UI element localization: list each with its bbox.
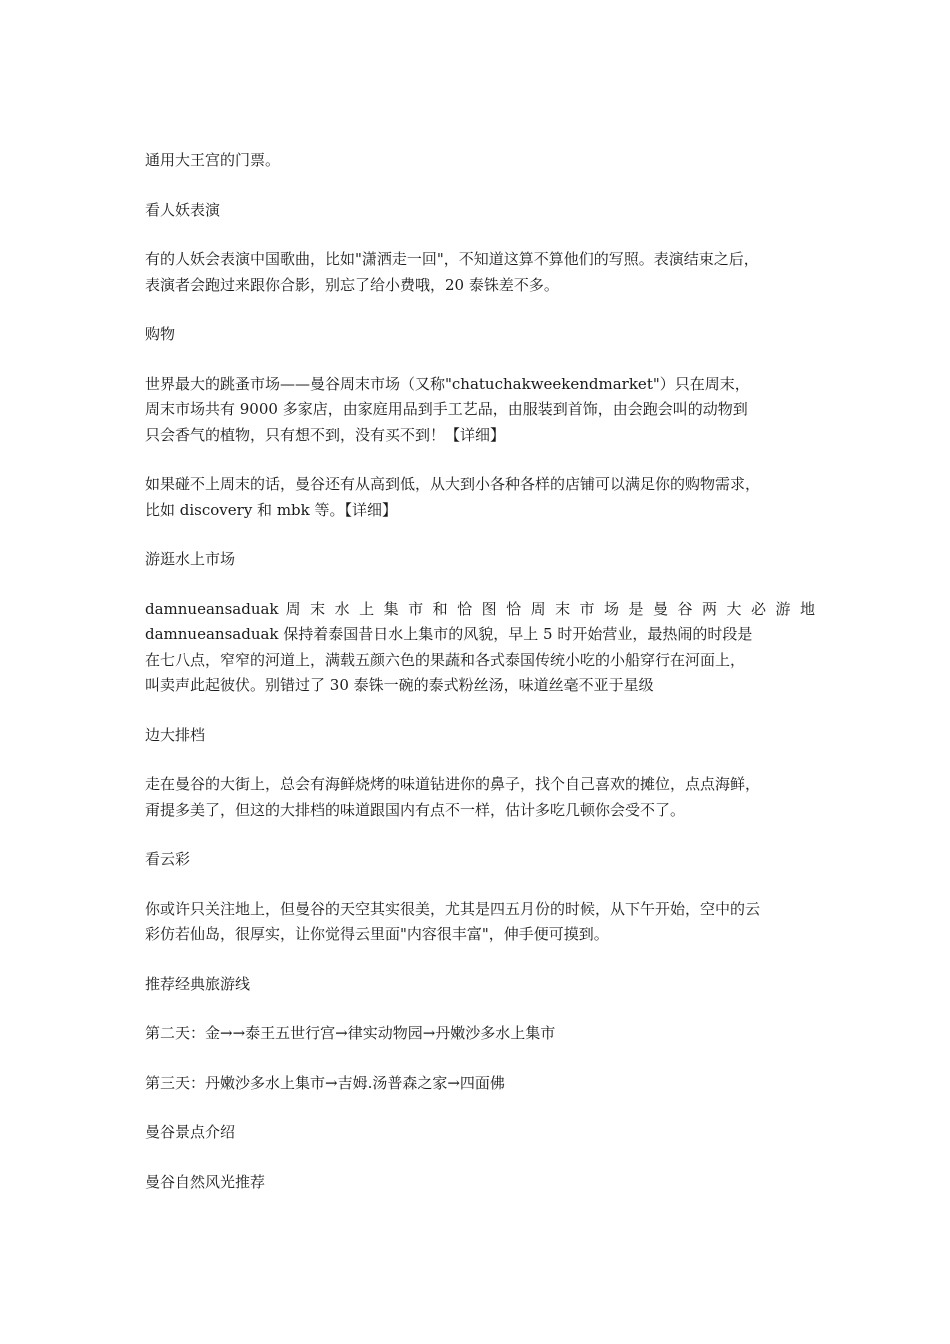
weekend-market-paragraph [145, 372, 815, 449]
ladyboy-paragraph [145, 247, 815, 298]
malls-line-1: 如果碰不上周末的话，曼谷还有从高到低，从大到小各种各样的店铺可以满足你的购物需求， [145, 475, 761, 493]
floating-line-4: 叫卖声此起彼伏。别错过了 30 泰铢一碗的泰式粉丝汤，味道丝毫不亚于星级 [145, 676, 654, 694]
clouds-line-1: 你或许只关注地上，但曼谷的天空其实很美，尤其是四五月份的时候，从下午开始，空中的云 [145, 899, 761, 918]
heading-ladyboy-show: 看人妖表演 [145, 200, 221, 219]
floating-line-1: damnueansaduak 周 末 水 上 集 市 和 恰 图 恰 周 末 市 场 是 曼 谷 两 大 必 游 地 [145, 599, 815, 618]
floating-line-2: damnueansaduak 保持着泰国昔日水上集市的风貌，早上 5 时开始营业，最热闹的时段是 [145, 625, 753, 643]
heading-floating-market: 游逛水上市场 [145, 550, 236, 568]
floating-line-3: 在七八点，窄窄的河道上，满载五颜六色的果蔬和各式泰国传统小吃的小船穿行在河面上， [145, 650, 746, 669]
heading-shopping: 购物 [145, 325, 176, 343]
heading-food-stalls: 边大排档 [145, 725, 206, 744]
stalls-line-1: 走在曼谷的大街上，总会有海鲜烧烤的味道钻进你的鼻子，找个自己喜欢的摊位，点点海鲜， [145, 775, 761, 793]
food-stalls-paragraph [145, 772, 815, 823]
ladyboy-line-2: 表演者会跑过来跟你合影，别忘了给小费哦，20 泰铢差不多。 [145, 275, 559, 294]
stalls-line-2: 甭提多美了，但这的大排档的味道跟国内有点不一样，估计多吃几顿你会受不了。 [145, 800, 686, 819]
market-line-2: 周末市场共有 9000 多家店，由家庭用品到手工艺品，由服装到首饰，由会跑会叫的动物到 [145, 400, 748, 418]
floating-market-paragraph [145, 597, 815, 699]
heading-nature-recommendations: 曼谷自然风光推荐 [145, 1172, 266, 1191]
malls-line-2: 比如 discovery 和 mbk 等。【详细】 [145, 500, 398, 519]
heading-clouds: 看云彩 [145, 850, 191, 868]
ladyboy-line-1: 有的人妖会表演中国歌曲，比如"潇洒走一回"，不知道这算不算他们的写照。表演结束之后， [145, 250, 759, 268]
clouds-paragraph [145, 897, 815, 948]
document-body [145, 148, 815, 1195]
heading-recommended-routes: 推荐经典旅游线 [145, 974, 251, 993]
route-day-2: 第二天：金→→泰王五世行宫→律实动物园→丹嫩沙多水上集市 [145, 1024, 556, 1042]
clouds-line-2: 彩仿若仙岛，很厚实，让你觉得云里面"内容很丰富"，伸手便可摸到。 [145, 925, 609, 943]
market-line-1: 世界最大的跳蚤市场——曼谷周末市场（又称"chatuchakweekendmarket"）只在周末， [145, 374, 750, 393]
malls-paragraph [145, 472, 815, 523]
heading-sights-intro: 曼谷景点介绍 [145, 1123, 236, 1141]
ticket-paragraph: 通用大王宫的门票。 [145, 151, 281, 169]
market-line-3: 只会香气的植物，只有想不到，没有买不到！【详细】 [145, 425, 506, 444]
route-day-3: 第三天：丹嫩沙多水上集市→吉姆.汤普森之家→四面佛 [145, 1073, 505, 1092]
